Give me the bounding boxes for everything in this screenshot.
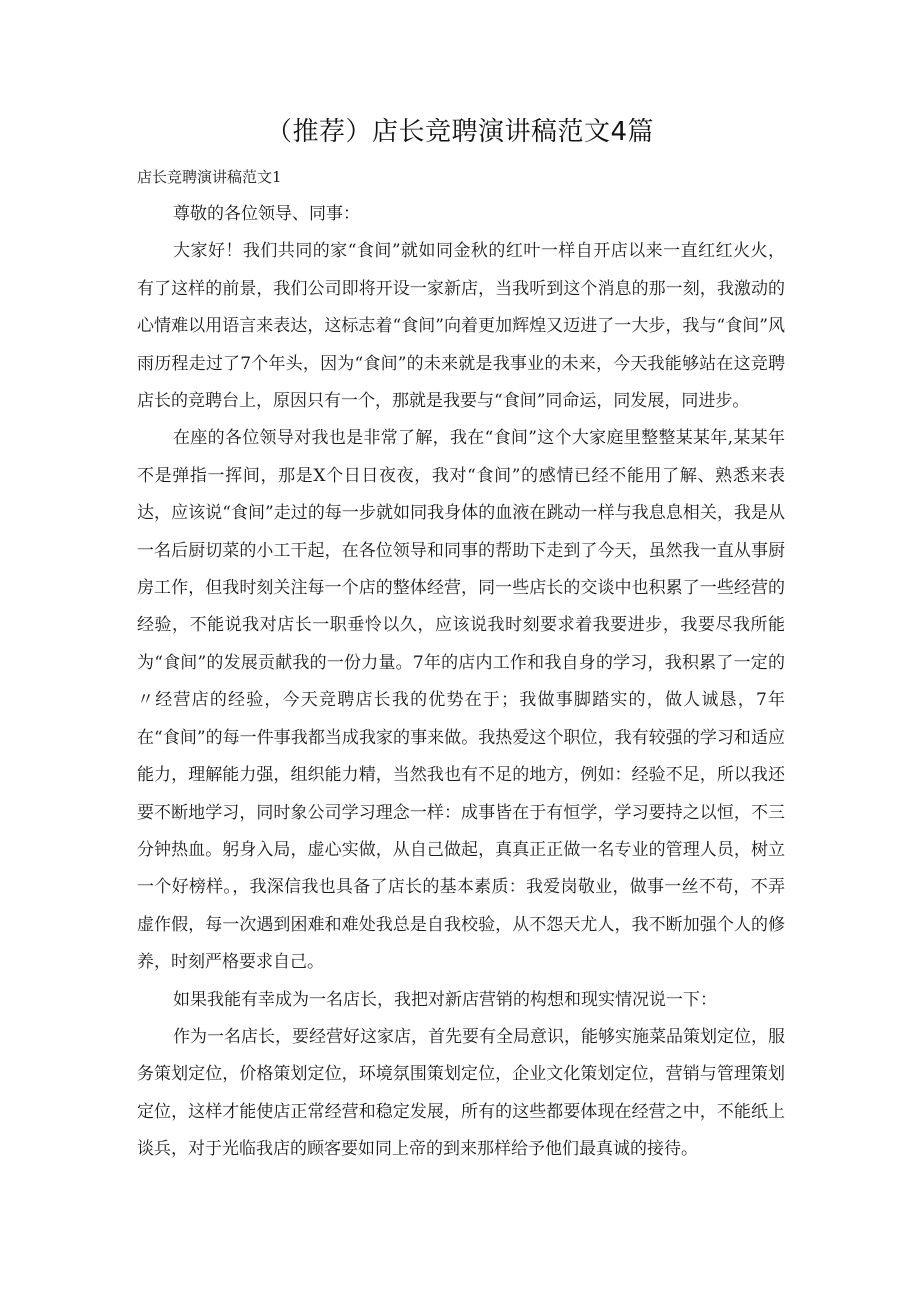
- paragraph-experience: 在座的各位领导对我也是非常了解，我在“食间”这个大家庭里整整某某年,某某年不是弹指一挥间，那是X个日日夜夜，我对“食间”的感情已经不能用了解、熟悉来表达，应该说“食间”走过的每一步就如同我身体的血液在跳动一样与我息息相关，我是从一名后厨切菜的小工干起，在各位领导和同事的帮助下走到了今天，虽然我一直从事厨房工作，但我时刻关注每一个店的整体经营，同一些店长的交谈中也积累了一些经营的经验，不能说我对店长一职垂怜以久，应该说我时刻要求着我要进步，我要尽我所能为“食间”的发展贡献我的一份力量。7年的店内工作和我自身的学习，我积累了一定的〃经营店的经验，今天竞聘店长我的优势在于；我做事脚踏实的，做人诚恳，7年在“食间”的每一件事我都当成我家的事来做。我热爱这个职位，我有较强的学习和适应能力，理解能力强，组织能力精，当然我也有不足的地方，例如：经验不足，所以我还要不断地学习，同时象公司学习理念一样：成事皆在于有恒学，学习要持之以恒，不三分钟热血。躬身入局，虚心实做，从自己做起，真真正正做一名专业的管理人员，树立一个好榜样。，我深信我也具备了店长的基本素质：我爱岗敬业，做事一丝不苟，不弄虚作假，每一次遇到困难和难处我总是自我校验，从不怨天尤人，我不断加强个人的修养，时刻严格要求自己。: [137, 428, 785, 973]
- paragraph-plan-intro: 如果我能有幸成为一名店长，我把对新店营销的构想和现实情况说一下：: [173, 989, 717, 1010]
- paragraph-plan-detail: 作为一名店长，要经营好这家店，首先要有全局意识，能够实施菜品策划定位，服务策划定位，价格策划定位，环境氛围策划定位，企业文化策划定位，营销与管理策划定位，这样才能使店正常经营和稳定发展，所有的这些都要体现在经营之中，不能纸上谈兵，对于光临我店的顾客要如同上帝的到来那样给予他们最真诚的接待。: [137, 1026, 785, 1160]
- document-body: [137, 196, 785, 1169]
- paragraph-greeting: 大家好！我们共同的家“食间”就如同金秋的红叶一样自开店以来一直红红火火，有了这样的前景，我们公司即将开设一家新店，当我听到这个消息的那一刻，我激动的心情难以用语言来表达，这标志着“食间”向着更加辉煌又迈进了一大步，我与“食间”风雨历程走过了7个年头，因为“食间”的未来就是我事业的未来，今天我能够站在这竞聘店长的竞聘台上，原因只有一个，那就是我要与“食间”同命运，同发展，同进步。: [137, 241, 785, 412]
- document-title: （推荐）店长竞聘演讲稿范文4篇: [265, 117, 655, 147]
- document-subtitle: 店长竞聘演讲稿范文1: [137, 168, 282, 186]
- paragraph-salutation: 尊敬的各位领导、同事：: [173, 204, 360, 224]
